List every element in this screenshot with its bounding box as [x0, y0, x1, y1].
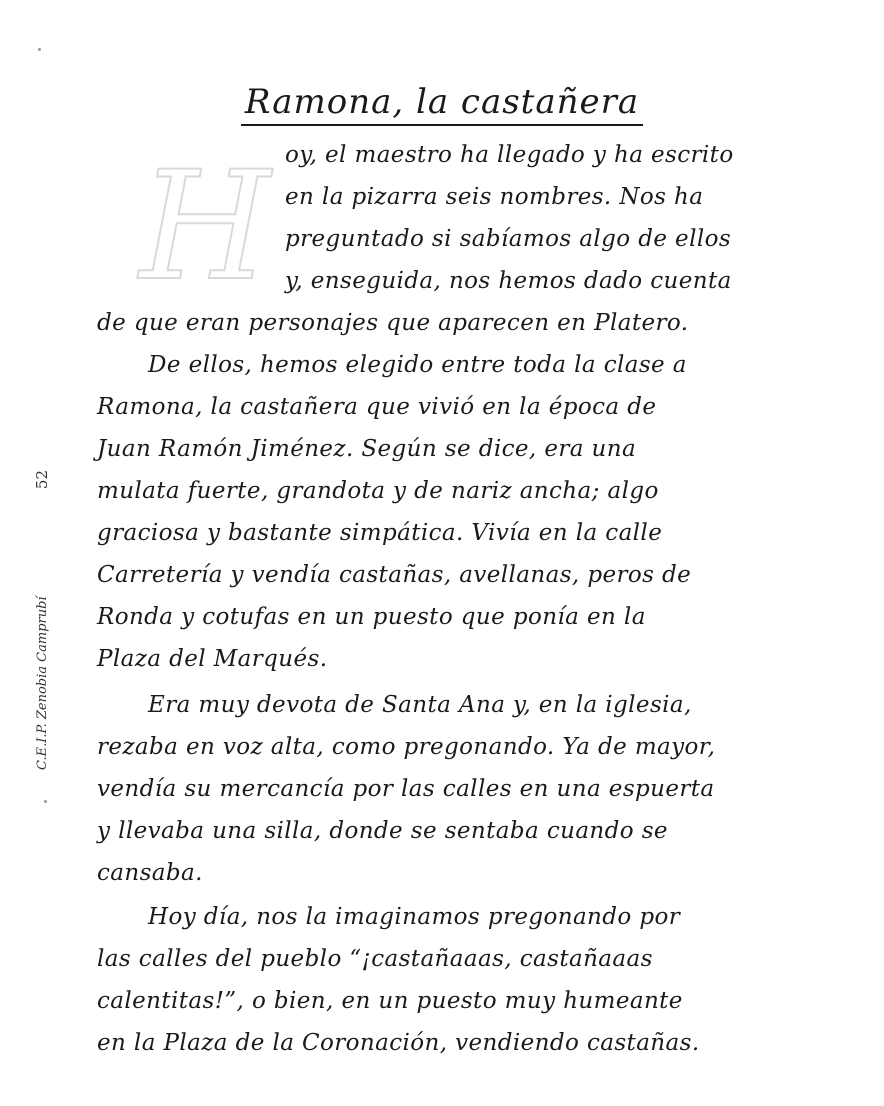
text-line: oy, el maestro ha llegado y ha escrito — [285, 142, 734, 168]
scan-speck — [44, 800, 47, 803]
text-line: De ellos, hemos elegido entre toda la clase a — [148, 352, 687, 378]
text-line: Ramona, la castañera que vivió en la época de — [97, 394, 657, 420]
text-line: cansaba. — [97, 860, 203, 886]
text-line: y, enseguida, nos hemos dado cuenta — [285, 268, 732, 294]
text-line: en la pizarra seis nombres. Nos ha — [285, 184, 704, 210]
page-title-text: Ramona, la castañera — [241, 82, 643, 126]
text-line: Juan Ramón Jiménez. Según se dice, era una — [97, 436, 637, 462]
scan-speck — [38, 48, 41, 51]
side-label — [24, 470, 60, 770]
page-number: 52 — [33, 470, 51, 490]
text-line: en la Plaza de la Coronación, vendiendo castañas. — [97, 1030, 700, 1056]
text-line: y llevaba una silla, donde se sentaba cuando se — [97, 818, 668, 844]
text-line: vendía su mercancía por las calles en una espuerta — [97, 776, 715, 802]
text-line: Plaza del Marqués. — [97, 646, 328, 672]
school-name: C.E.I.P. Zenobia Camprubí — [34, 596, 50, 770]
dropcap-ornament — [125, 150, 285, 290]
text-line: mulata fuerte, grandota y de nariz ancha; algo — [97, 478, 659, 504]
text-line: calentitas!”, o bien, en un puesto muy humeante — [97, 988, 683, 1014]
text-line: de que eran personajes que aparecen en Platero. — [97, 310, 689, 336]
text-line: las calles del pueblo “¡castañaaas, castañaaas — [97, 946, 653, 972]
text-line: rezaba en voz alta, como pregonando. Ya de mayor, — [97, 734, 716, 760]
text-line: Hoy día, nos la imaginamos pregonando por — [148, 904, 681, 930]
text-line: preguntado si sabíamos algo de ellos — [285, 226, 732, 252]
text-line: Carretería y vendía castañas, avellanas, peros de — [97, 562, 692, 588]
text-line: Era muy devota de Santa Ana y, en la iglesia, — [148, 692, 692, 718]
dropcap-letter: H — [139, 150, 271, 290]
text-line: Ronda y cotufas en un puesto que ponía en la — [97, 604, 646, 630]
page-title — [0, 82, 884, 122]
text-line: graciosa y bastante simpática. Vivía en la calle — [97, 520, 663, 546]
